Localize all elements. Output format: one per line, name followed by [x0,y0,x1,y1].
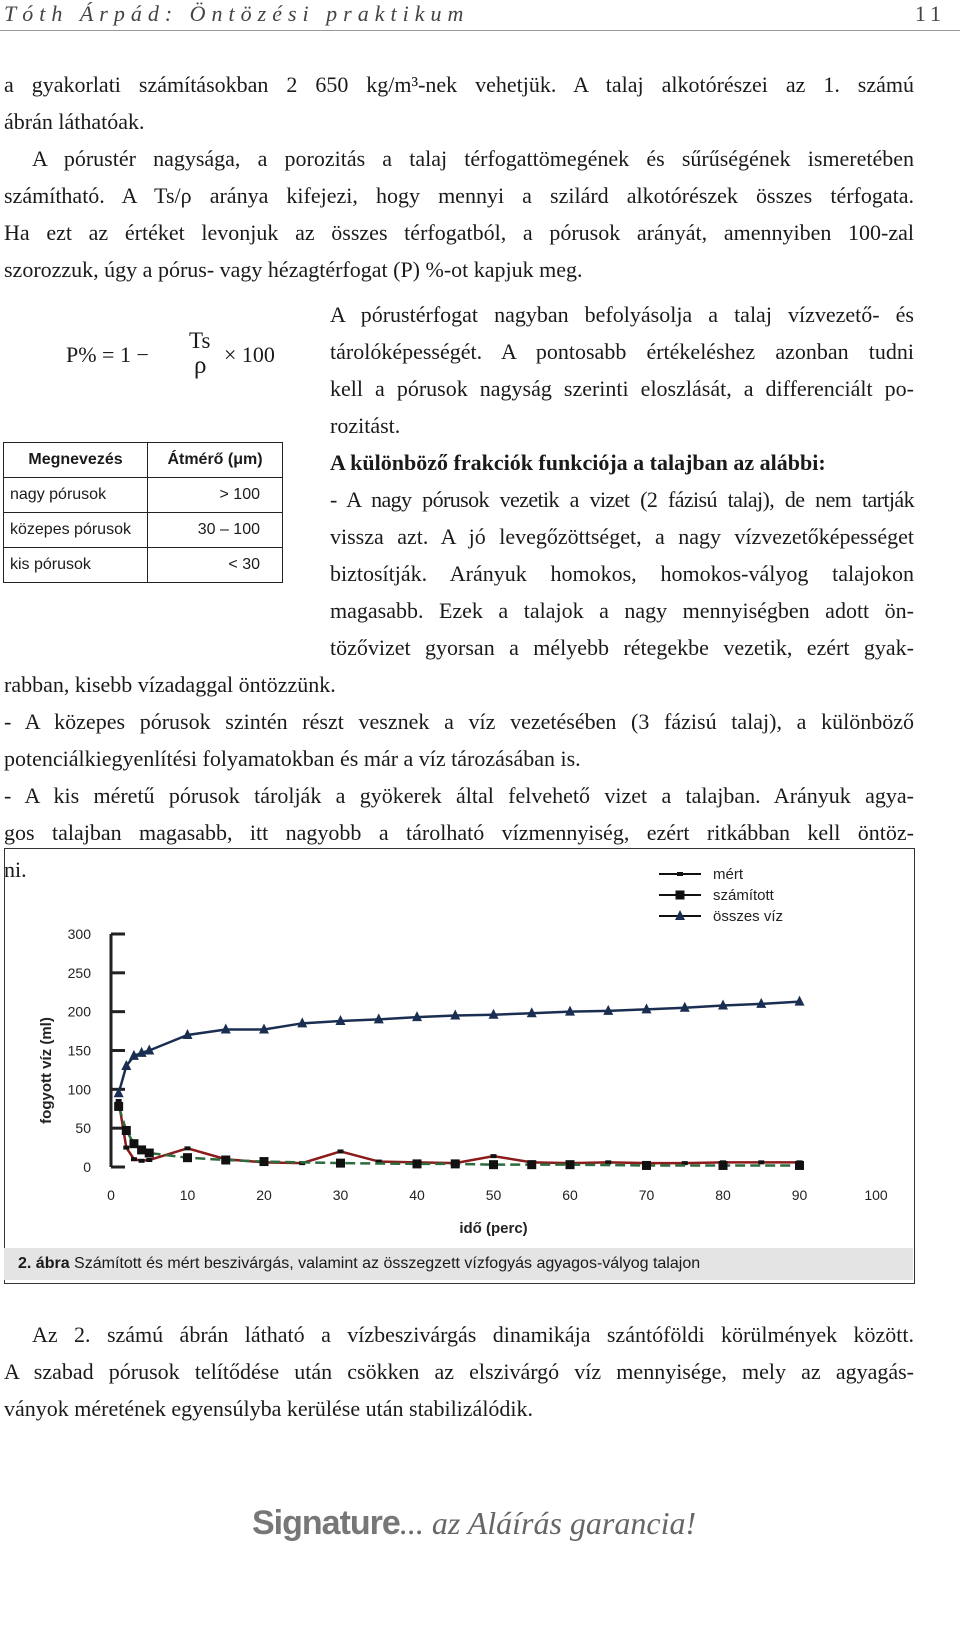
x-tick-label: 50 [485,1187,502,1203]
pore-name: kis pórusok [4,548,148,583]
data-point [451,1159,460,1168]
formula-numerator: Ts [189,328,211,353]
data-point [795,1161,804,1170]
pore-diameter: 30 – 100 [148,513,283,548]
text-line: rabban, kisebb vízadaggal öntözzünk. [4,672,336,697]
text-line: magasabb. Ezek a talajok a nagy mennyiségben adott ön- [330,598,914,623]
text-line: ni. [4,857,27,882]
table-header-row [4,443,283,478]
x-tick-label: 20 [256,1187,272,1203]
data-point [336,1159,345,1168]
legend-label: összes víz [713,908,784,925]
figure-caption [4,1248,913,1280]
signature-tagline: ... az Aláírás garancia! [399,1505,697,1541]
text-line: gos talajban magasabb, itt nagyobb a tárolható vízmennyiség, ezért ritkábban kell öntöz- [4,820,914,845]
y-tick-label: 0 [83,1159,91,1175]
signature-logo [252,1504,696,1543]
outro-paragraph [4,1316,914,1427]
caption-label: 2. ábra [18,1255,70,1272]
x-tick-label: 40 [409,1187,425,1203]
text-line: A szabad pórusok telítődése után csökken az elszivárgó víz mennyisége, mely az agyagás- [4,1359,914,1384]
text-line: számítható. A Ts/ρ aránya kifejezi, hogy mennyi a szilárd alkotórészek összes térfogata. [4,183,914,208]
data-point [338,1149,344,1153]
data-point [145,1149,154,1158]
data-point [489,1160,498,1169]
pore-name: közepes pórusok [4,513,148,548]
y-tick-label: 200 [67,1003,91,1020]
y-tick-label: 50 [75,1120,91,1137]
page-number: 11 [914,1,946,26]
table-row [4,513,283,548]
y-tick-label: 250 [67,964,91,981]
intro-paragraph [4,66,914,288]
data-point [123,1146,129,1150]
y-tick-label: 100 [67,1081,91,1098]
x-tick-label: 10 [179,1187,196,1203]
data-point [146,1158,152,1162]
data-point [122,1126,131,1135]
x-tick-label: 90 [791,1187,808,1203]
text-line: A pórustérfogat nagyban befolyásolja a talaj vízvezető- és [330,302,914,327]
text-line: - A közepes pórusok szintén részt vesznek a víz vezetésében (3 fázisú talaj), a különböző [4,709,914,734]
data-point [131,1157,137,1161]
data-point [642,1161,651,1170]
data-point [719,1161,728,1170]
data-point [185,1146,191,1150]
pore-size-table [3,442,283,583]
section-heading: A különböző frakciók funkciója a talajban az alábbi: [330,450,826,475]
formula-denominator: ρ [194,352,207,379]
data-point [676,891,685,900]
text-line: A pórustér nagysága, a porozitás a talaj térfogattömegének és sűrűségének ismeretében [32,146,914,171]
pore-diameter: < 30 [148,548,283,583]
data-point [114,1102,123,1111]
x-tick-label: 60 [562,1187,578,1203]
text-line: a gyakorlati számításokban 2 650 kg/m³-nek vehetjük. A talaj alkotórészei az 1. számú [4,72,914,97]
formula-rest: × 100 [224,342,275,367]
text-line: tözővizet gyorsan a mélyebb rétegekbe vezetik, ezért gyak- [330,635,914,660]
data-point [605,1160,611,1164]
data-point [566,1160,575,1169]
data-point [183,1153,192,1162]
data-point [413,1159,422,1168]
text-line: tárolóképességét. A pontosabb értékeléshez azonban tudni [330,339,914,364]
data-point [491,1154,497,1158]
text-line: ványok méretének egyensúlyba kerülése után stabilizálódik. [4,1396,534,1421]
text-line: kell a pórusok nagyság szerinti eloszlását, a differenciált po- [330,376,914,401]
legend-label: mért [713,866,743,883]
header-title: Tóth Árpád: Öntözési praktikum [4,1,470,26]
series-line [119,1002,800,1094]
y-tick-label: 150 [67,1042,91,1059]
table-row [4,478,283,513]
porosity-formula [66,328,286,384]
signature-brand: Signature [252,1504,400,1542]
column-header: Átmérő (μm) [148,443,283,478]
text-line: biztosítják. Arányuk homokos, homokos-vályog talajokon [330,561,914,586]
x-tick-label: 80 [715,1187,731,1203]
data-point [129,1139,138,1148]
pore-diameter: > 100 [148,478,283,513]
figure-2 [4,848,915,1284]
caption-text: Számított és mért beszivárgás, valamint az összegzett vízfogyás agyagos-vályog talajon [69,1255,701,1272]
data-point [677,872,683,876]
text-line: - A nagy pórusok vezetik a vizet (2 fázisú talaj), de nem tartják [330,487,914,512]
column-header: Megnevezés [4,443,148,478]
series-line [119,1101,800,1163]
right-column-text [330,296,914,666]
infiltration-chart [5,849,914,1249]
data-point [139,1159,145,1163]
text-line: vissza azt. A jó levegőzöttséget, a nagy vízvezetőképességet [330,524,914,549]
text-line: ábrán láthatóak. [4,109,145,134]
x-tick-label: 70 [638,1187,655,1203]
text-line: szorozzuk, úgy a pórus- vagy hézagtérfogat (P) %-ot kapjuk meg. [4,257,583,282]
page-header [0,0,960,31]
legend-label: számított [713,887,774,904]
formula-lhs: P% = 1 − [66,342,149,367]
text-line: rozitást. [330,413,401,438]
pore-name: nagy pórusok [4,478,148,513]
y-tick-label: 300 [67,926,91,942]
data-point [260,1157,269,1166]
y-axis-title: fogyott víz (ml) [38,1017,55,1124]
x-axis-title: idő (perc) [459,1220,528,1237]
x-tick-label: 100 [864,1187,888,1203]
text-line: Az 2. számú ábrán látható a vízbeszivárgás dinamikája szántóföldi körülmények között. [32,1322,914,1347]
x-tick-label: 30 [332,1187,349,1203]
text-line: potenciálkiegyenlítési folyamatokban és már a víz tározásában is. [4,746,581,771]
text-line: - A kis méretű pórusok tárolják a gyökerek által felvehető vizet a talajban. Arányuk agya- [4,783,914,808]
text-line: Ha ezt az értéket levonjuk az összes térfogatból, a pórusok arányát, amennyiben 100-zal [4,220,914,245]
data-point [758,1160,764,1164]
x-tick-label: 0 [107,1187,115,1203]
data-point [221,1156,230,1165]
table-row [4,548,283,583]
data-point [527,1160,536,1169]
